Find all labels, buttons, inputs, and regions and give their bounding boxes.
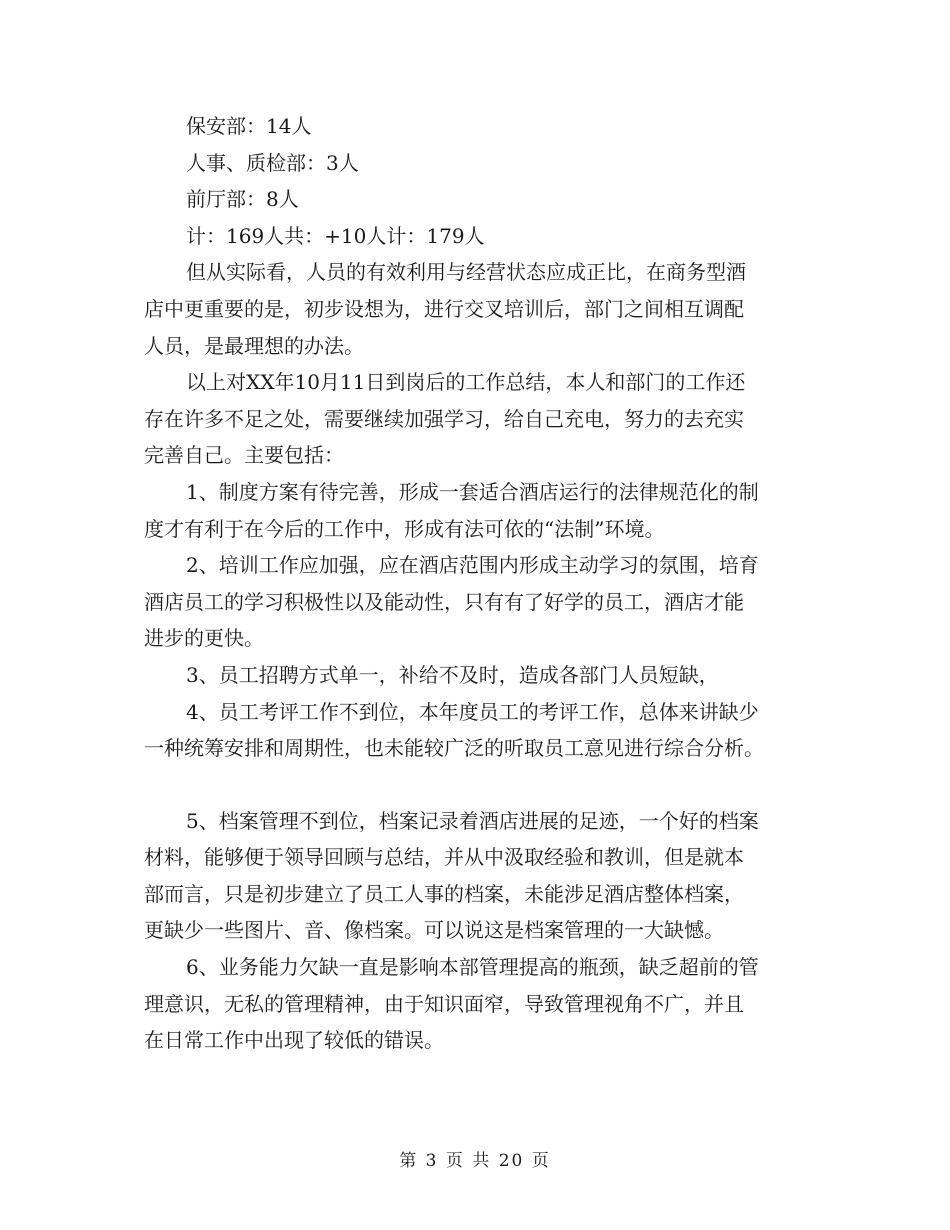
list-item-2-cont: 酒店员工的学习积极性以及能动性，只有有了好学的员工，酒店才能 (144, 589, 744, 614)
list-item-6-cont: 在日常工作中出现了较低的错误。 (144, 1028, 444, 1053)
list-item-2-cont: 进步的更快。 (144, 626, 264, 651)
list-item-4: 4、员工考评工作不到位，本年度员工的考评工作，总体来讲缺少 (186, 699, 759, 724)
list-item-2: 2、培训工作应加强，应在酒店范围内形成主动学习的氛围，培育 (186, 553, 759, 578)
paragraph-line: 完善自己。主要包括： (144, 443, 344, 468)
paragraph-gap (144, 767, 808, 803)
staff-count-hr-qc: 人事、质检部：3人 (186, 150, 359, 175)
list-item-5: 5、档案管理不到位，档案记录着酒店进展的足迹，一个好的档案 (186, 808, 759, 833)
list-item-1: 1、制度方案有待完善，形成一套适合酒店运行的法律规范化的制 (186, 479, 759, 504)
list-item-6-cont: 理意识，无私的管理精神，由于知识面窄，导致管理视角不广，并且 (144, 991, 744, 1016)
list-item-5-cont: 材料，能够便于领导回顾与总结，并从中汲取经验和教训，但是就本 (144, 845, 744, 870)
document-body (144, 108, 808, 1059)
list-item-6: 6、业务能力欠缺一直是影响本部管理提高的瓶颈，缺乏超前的管 (186, 955, 759, 980)
staff-count-front-office: 前厅部：8人 (186, 187, 299, 212)
list-item-4-cont: 一种统筹安排和周期性，也未能较广泛的听取员工意见进行综合分析。 (144, 736, 764, 761)
list-item-3: 3、员工招聘方式单一，补给不及时，造成各部门人员短缺， (186, 662, 719, 687)
paragraph-line: 但从实际看，人员的有效利用与经营状态应成正比，在商务型酒 (186, 260, 746, 285)
paragraph-line: 人员，是最理想的办法。 (144, 333, 364, 358)
staff-count-security: 保安部：14人 (186, 114, 312, 138)
staff-count-total: 计：169人共：+10人计：179人 (186, 223, 485, 248)
paragraph-line: 存在许多不足之处，需要继续加强学习，给自己充电，努力的去充实 (144, 406, 744, 431)
list-item-1-cont: 度才有利于在今后的工作中，形成有法可依的“法制”环境。 (144, 516, 665, 541)
list-item-5-cont: 部而言，只是初步建立了员工人事的档案，未能涉足酒店整体档案， (144, 881, 744, 906)
page-number-footer: 第 3 页 共 20 页 (399, 1151, 551, 1171)
paragraph-line: 以上对XX年10月11日到岗后的工作总结，本人和部门的工作还 (186, 370, 746, 395)
paragraph-line: 店中更重要的是，初步设想为，进行交叉培训后，部门之间相互调配 (144, 296, 744, 321)
list-item-5-cont: 更缺少一些图片、音、像档案。可以说这是档案管理的一大缺憾。 (144, 918, 724, 943)
